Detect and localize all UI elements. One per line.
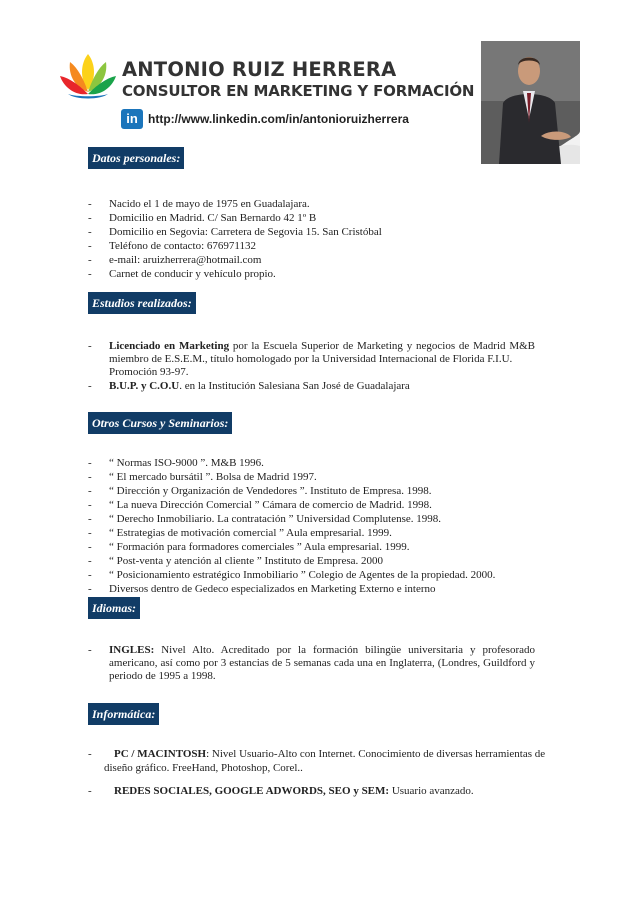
person-name: ANTONIO RUIZ HERRERA [122,58,397,81]
linkedin-link[interactable]: http://www.linkedin.com/in/antonioruizherrera [148,112,409,126]
professional-title: CONSULTOR EN MARKETING Y FORMACIÓN [122,82,475,100]
lotus-logo-icon [60,50,116,106]
profile-photo [481,41,580,164]
cv-page: ANTONIO RUIZ HERRERA CONSULTOR EN MARKETING Y FORMACIÓN in http://www.linkedin.com/in/antonioruizherrera Datos personales: - Nacido el 1 de mayo de 1975 en Guadalajara. - Domicilio en Madrid. C/ San Bernardo 42 1º B - Domicilio en Segovia: Carretera de Segovia 15. San Cristóbal - Teléfono de contacto: 676971132 - e-mail: aruizherrera@hotmail.com - Carnet de conducir y vehículo propio. Estudios realizados: - Licenciado en Marketing por la Escuela Superior de Marketing y negocios de Madrid M&B miembro de E.S.E.M., título homologado por la Universidad Internacional de Florida F.I.U. Promoción 93-97. - B.U.P. y C.O.U. en la Institución Salesiana San José de Guadalajara Otros Cursos y Seminarios: - “ Normas ISO-9000 ”. M&B 1996. - “ El mercado bursátil ”. Bolsa de Madrid 1997. - “ Dirección y Organización de Vendedores ”. Instituto de Empresa. 1998. - “ La nueva Dirección Comercial ” Cámara de comercio de Madrid. 1998. - “ Derecho Inmobiliario. La contratación ” Universidad Complutense. 1998. - “ Estrategias de motivación comercial ” Aula empresarial. 1999. - “ Formación para formadores comerciales ” Aula empresarial. 1999. - “ Post-venta y atención al cliente ” Instituto de Empresa. 2000 - “ Posicionamiento estratégico Inmobiliario ” Colegio de Agentes de la propiedad. 2000. - Diversos dentro de Gedeco especializados en Marketing Externo e interno Idiomas: - INGLES: Nivel Alto. Acreditado por la formación bilingüe universitaria y profesorado americano, así como por 3 estancias de 5 semanas cada una en Inglaterra, (Londres, Guildford y periodo de 1995 a 1998. Informática: - PC / MACINTOSH: Nivel Usuario-Alto con Internet. Conocimiento de diversas herramientas de diseño gráfico. FreeHand, Photoshop, Corel.. - REDES SOCIALES, GOOGLE ADWORDS, SEO y SEM: Usuario avanzado. [0,0,638,903]
linkedin-icon[interactable]: in [121,109,143,129]
section-personal-header: Datos personales: [88,147,184,169]
section-languages-header: Idiomas: [88,597,140,619]
section-studies-header: Estudios realizados: [88,292,196,314]
section-computing-header: Informática: [88,703,159,725]
section-courses-header: Otros Cursos y Seminarios: [88,412,232,434]
